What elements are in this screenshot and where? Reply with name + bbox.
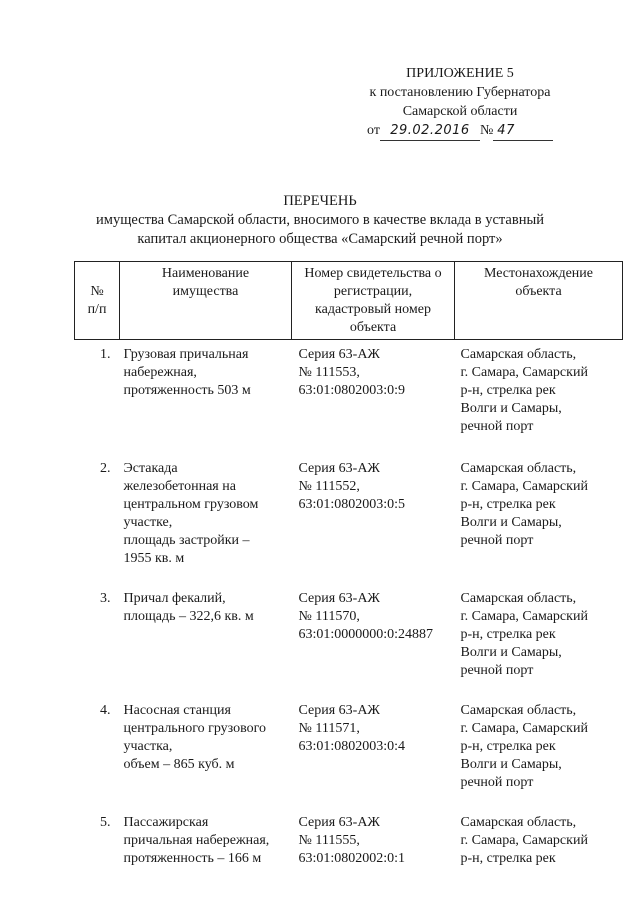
title-heading: ПЕРЕЧЕНЬ <box>283 193 357 209</box>
table-row <box>75 340 623 455</box>
row-number: 4. <box>100 703 111 718</box>
row-location: Самарская область, г. Самара, Самарский р-н, стрелка рек Волги и Самары, речной порт <box>460 461 588 548</box>
header-cert: Номер свидетельства о регистрации, кадастровый номер объекта <box>292 262 455 340</box>
row-cert: Серия 63-АЖ № 111570, 63:01:0000000:0:24887 <box>298 591 434 642</box>
date-prefix: от <box>367 123 380 138</box>
document-title <box>40 192 600 249</box>
handwritten-date: 29.02.2016 <box>380 121 480 141</box>
header-num: № п/п <box>75 262 120 340</box>
row-location: Самарская область, г. Самара, Самарский р-н, стрелка рек Волги и Самары, речной порт <box>460 703 588 790</box>
number-prefix: № <box>479 123 494 138</box>
title-line-2: капитал акционерного общества «Самарский речной порт» <box>137 231 503 247</box>
annex-block <box>355 64 565 141</box>
annex-title: ПРИЛОЖЕНИЕ 5 <box>406 66 514 81</box>
row-number: 1. <box>100 347 111 362</box>
table-row <box>75 808 623 874</box>
row-cert: Серия 63-АЖ № 111555, 63:01:0802002:0:1 <box>298 815 406 866</box>
table-header-row <box>75 262 623 340</box>
row-location: Самарская область, г. Самара, Самарский р-н, стрелка рек <box>460 815 588 866</box>
row-name: Грузовая причальная набережная, протяженность 503 м <box>123 347 251 398</box>
table-row <box>75 696 623 808</box>
header-location: Местонахождение объекта <box>455 262 623 340</box>
row-cert: Серия 63-АЖ № 111571, 63:01:0802003:0:4 <box>298 703 406 754</box>
annex-line-1: к постановлению Губернатора <box>369 85 551 100</box>
table-row <box>75 454 623 584</box>
row-location: Самарская область, г. Самара, Самарский р-н, стрелка рек Волги и Самары, речной порт <box>460 591 588 678</box>
row-cert: Серия 63-АЖ № 111552, 63:01:0802003:0:5 <box>298 461 406 512</box>
row-number: 5. <box>100 815 111 830</box>
annex-date-line <box>355 121 565 141</box>
row-name: Пассажирская причальная набережная, протяженность – 166 м <box>123 815 270 866</box>
title-line-1: имущества Самарской области, вносимого в качестве вклада в уставный <box>96 212 544 228</box>
property-table <box>74 261 623 874</box>
annex-line-2: Самарской области <box>402 104 518 119</box>
row-cert: Серия 63-АЖ № 111553, 63:01:0802003:0:9 <box>298 347 406 398</box>
row-number: 3. <box>100 591 111 606</box>
header-name: Наименование имущества <box>120 262 292 340</box>
handwritten-number: 47 <box>493 121 553 141</box>
table-row <box>75 584 623 696</box>
row-name: Причал фекалий, площадь – 322,6 кв. м <box>123 591 254 624</box>
row-name: Насосная станция центрального грузового участка, объем – 865 куб. м <box>123 703 266 772</box>
row-name: Эстакада железобетонная на центральном грузовом участке, площадь застройки – 1955 кв. м <box>123 461 259 566</box>
row-number: 2. <box>100 461 111 476</box>
row-location: Самарская область, г. Самара, Самарский р-н, стрелка рек Волги и Самары, речной порт <box>460 347 588 434</box>
